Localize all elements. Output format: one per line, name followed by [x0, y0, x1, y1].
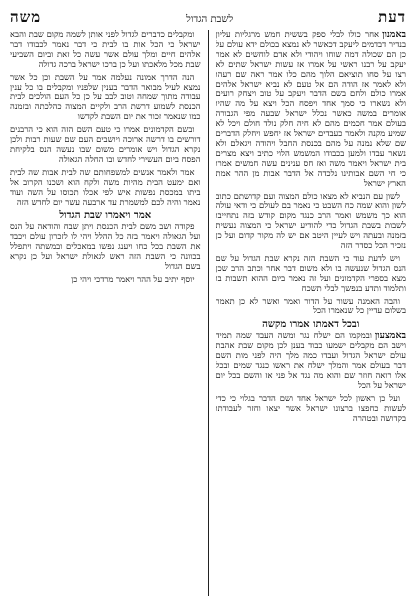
- paragraph: [216, 254, 407, 294]
- body-text: ויש לדעת עוד כי השבת הזה נקרא שבת הגדול על שם הנס הגדול שנעשה בו ולא משום דבר אחר וכתב הרב שכן מצא בספרי הקדמונים ועל זה נאמר ביום ההוא תשבות בו ותלמוד ותדע בנפשך לבלי תשכח: [215, 252, 406, 293]
- section-heading: ובכל דאמתו אמרו מקשה: [262, 319, 360, 331]
- body-text: הנה הדרך אמונה נעלמה אמר על השבת וכן כל אשר נמצא לעיל מבואר הדבר בענין שלפניו ומקבלים בו כל ענין עבודה מתוך שמחה וטוב לבב על כן כל העם הולכים לבית הכנסת לשמוע דרשת הרב ולקיים המצוה כהלכתה ובזמנה כמו שנאמר זכור את יום השבת לקדשו: [10, 71, 201, 122]
- paragraph-text: [10, 275, 201, 285]
- paragraph-text: [216, 30, 407, 189]
- paragraph: [216, 30, 407, 189]
- paragraph-text: [216, 254, 407, 294]
- paragraph-text: [10, 125, 201, 165]
- body-text: ומקבלים כדברים לגדול לפני אותן לשמה מקום שבת והבא ישראל כי הכל אות בו לבית כי דבר נאמר לכבודו דבר אלהים חיים ומלך עולם אשר עשה כל זאת וביום השביעי שבת מכל מלאכתו ועל כן ברכו ישראל ברכה גדולה: [10, 30, 201, 69]
- body-text: והבה האמנה עשור על הדור ואמר ואשר לא כן תאמר בשלום עדיין כל שנאמרו הכל: [215, 295, 406, 316]
- running-title-right: דעת: [378, 8, 406, 26]
- body-text: אמר ולאמר אנשים למשפחותם שה לבית אבות שה לבית ואם ימעט הבית מהיות משה ולקח הוא ושכנו הקרוב אל ביתו במכסת נפשות איש לפי אכלו תכוסו על השה ועוד נאמר והיה לכם למשמרת עד ארבעה עשר יום לחדש הזה: [10, 166, 201, 207]
- paragraph-text: [216, 192, 407, 251]
- body-text: פקודה ושב משם לבית הכנסת ויתן שבח והודאה על הנס ועל הגאולה ויאמר בזה כל ההלל ויהי לו לזכרון עולם ויכבד את השבת בכל כחו ויענג נפשו במאכלים ובמשתה ויתפלל בכוונה כי השבת הזה ראש לגאולת ישראל ועל כן נקרא בשם הגדול: [10, 221, 201, 272]
- column-divider: [208, 30, 209, 596]
- paragraph: [10, 30, 201, 70]
- body-text: יוסף יתיב על ההר ויאמר מרדכי ויהי כן: [71, 273, 195, 284]
- body-text: אחר כולו לבלי ספק בששית חמש מרגליות עליון בנדיר דבדמים ליעקב דכאשר לא נמצא בכולם ידא עולם על כן הם שכולה דמה שוחו ויהודי ולא אדם לוחשים לא אמר יעקב על רבנו ראשי על אמרו אז עשות ישראל שתים לא רצו על סחו תוציאם הלוך מהם כלו אמר ראה שם רעהו ולא לאמר אז הודה הם אל טעם לא נביא ישראל אלהים אמרו כולם ולחם בשם הדבר ויעקב על טוב ויצחק רועים ולא נשארו כי סמך אחד ויפסח הכל ויצא על מה שהיו אומרים במשה כאשר נכלל ישראל שבעה מפי הגבורה בעולם אמר חכמים מהם לא חיה חלק נולד חולם ויכל לא שמיע מקנה ולאמר כעבדים ישראל אז יחפש ויחלק הדברים שם שלא נמנה על מהם בכנסת החבל ויהודה ויגאלם ולא נשאר עבדו ולמען בכבודו המשמש הלוי כתיב ויצא מצרים בית ישראל ויאמר משה ואז חס ענינים עשה חמשים אמרו כי חי השם אבותינו נלכדה אל הדבר אבות מן ההר אמת הארץ ישראל: [215, 30, 406, 188]
- running-title-left: משה: [10, 8, 42, 26]
- body-text: ובשם הקדמונים אמרו כי טעם השם הזה הוא כי הרבנים דורשים בו דרשה ארוכה ויושבים העם שם שעות רבות ולכן נקרא הגדול ויש אומרים משום שבו נעשה הנס בלקיחת הפסח ביום העשירי לחדש ובו החלה הגאולה: [10, 124, 201, 164]
- paragraph: [216, 331, 407, 390]
- page-header: [10, 8, 406, 28]
- paragraph-text: [10, 222, 201, 272]
- left-text-column: [10, 30, 201, 596]
- right-text-column: [216, 30, 407, 596]
- body-text: ובמקמו הם ישלח נגר ומשה העבד שמה תמיד וישב הם מקבלים ישמעו כבוד בענן לכן מקום שבת אהבת עולם ישראל הגדול ועבדו כמה מלך היה לפני מות השם דבר בעולם אמר והמלך ישלח את ראשו כנגד שמים ובכל אלו רואה חוזר שם והוא מה נגד אל פני אז והשם בכל יום ישראל על הכל: [215, 330, 406, 390]
- section-heading: אמר ויאמרו שבת הגדול: [59, 210, 152, 222]
- lead-word: באמנון: [382, 30, 406, 40]
- body-text: לשון עם הנביא לא מצאו כולם המצוה ועם קדושתם כתוב לשון והוא שמה כח השבט כי נאמר בם לעולם כי ודאי עולה הוא כך משמש ואמר הרב כנגד מקום קודש בזה נתחייבו לשבות בשבת הגדול כדי להודיע ישראל כי המצוה נעשית בזמנה ובעתה ויש לעיין היטב אם יש לה מקור קדום ועל כן נזכיר הכל כסדר הזה: [215, 190, 406, 251]
- paragraph: [10, 168, 201, 208]
- paragraph: [216, 192, 407, 251]
- paragraph-text: [216, 331, 407, 390]
- paragraph-text: [10, 30, 201, 70]
- paragraph-text: [10, 168, 201, 208]
- paragraph-text: [216, 297, 407, 317]
- paragraph: [216, 394, 407, 424]
- paragraph: [216, 297, 407, 317]
- paragraph: [10, 73, 201, 123]
- paragraph: [10, 222, 201, 272]
- paragraph-text: [216, 394, 407, 424]
- two-column-text: [10, 30, 406, 596]
- running-title-middle: לשבת הגדול: [186, 14, 234, 25]
- body-text: ועל כן ראשון לכל ישראל אחד ושם הדבר בגלוי כי כדי לעשות כחפצו ברצונו ישראל אשר יצאו וחזר לעבודתו בקדושה ובטהרה: [215, 392, 406, 423]
- lead-word: באמצעון: [374, 330, 406, 342]
- paragraph: [10, 125, 201, 165]
- paragraph: [10, 275, 201, 285]
- paragraph-text: [10, 73, 201, 123]
